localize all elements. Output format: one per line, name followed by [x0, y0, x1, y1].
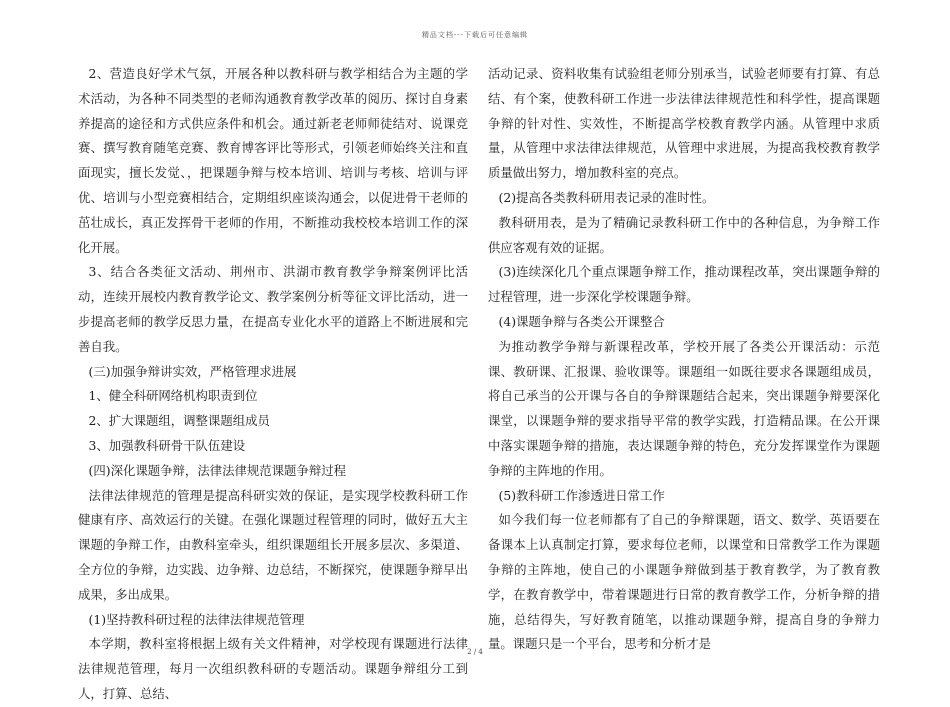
section-heading: (三)加强争辩讲实效，严格管理求进展 [88, 363, 297, 379]
subsection-heading: (1)坚持教科研过程的法律法律规范管理 [88, 611, 305, 627]
list-item: 3、加强教科研骨干队伍建设 [88, 437, 246, 453]
paragraph: 法律法律规范的管理是提高科研实效的保证，是实现学校教科研工作健康有序、高效运行的关键。在强化课题过程管理的同时，做好五大主课题的争辩工作，由教科室牵头，组织课题组长开展多层次、多渠道、全方位的争辩，边实践、边争辩、边总结，不断探究，使课题争辩早出成果，多出成果。 [78, 487, 468, 602]
paragraph: 2、营造良好学术气氛，开展各种以教科研与教学相结合为主题的学术活动，为各种不同类型的老师沟通教育教学改革的阅历、探讨自身素养提高的途径和方式供应条件和机会。通过新老老师师徒结对、说课竞赛、撰写教育随笔竞赛、教育博客评比等形式，引领老师始终关注和直面现实，擅长发觉、，把课题争辩与校本培训、培训与考核、培训与评优、培训与小型竞赛相结合，定期组织座谈沟通会，以促进骨干老师的茁壮成长，真正发挥骨干老师的作用，不断推动我校校本培训工作的深化开展。 [78, 66, 468, 255]
paragraph: 3、结合各类征文活动、荆州市、洪湖市教育教学争辩案例评比活动，连续开展校内教育教学论文、教学案例分析等征文评比活动，进一步提高老师的教学反思力量，在提高专业化水平的道路上不断进展和完善自我。 [78, 264, 468, 354]
subsection-heading: (3)连续深化几个重点课题争辩工作，推动课程改革，突出课题争辩的过程管理，进一步深化学校课题争辩。 [488, 264, 880, 305]
paragraph: 本学期，教科室将根据上级有关文件精神，对学校现有课题进行法律法律规范管理，每月一次组织教科研的专题活动。课题争辩组分工到人，打算、总结、 [78, 636, 468, 701]
list-item: 2、扩大课题组，调整课题组成员 [88, 413, 270, 429]
left-column [78, 62, 468, 707]
paragraph: 教科研用表，是为了精确记录教科研工作中的各种信息，为争辩工作供应客观有效的证据。 [488, 214, 880, 255]
page-number: 2 / 4 [467, 648, 483, 656]
page-header: 精品文档---下载后可任意编辑 [421, 31, 529, 39]
section-heading: (四)深化课题争辩，法律法律规范课题争辩过程 [88, 462, 347, 478]
list-item: 1、健全科研网络机构职责到位 [88, 388, 258, 404]
paragraph: 如今我们每一位老师都有了自己的争辩课题，语文、数学、英语要在备课本上认真制定打算，要求每位老师，以课堂和日常教学工作为课题争辩的主阵地，使自己的小课题争辩做到基于教育教学，为了教育教学，在教育教学中，带着课题进行日常的教育教学工作，分析争辩的措施，总结得失，写好教育随笔，以推动课题争辩，提高自身的争辩力量。课题只是一个平台，思考和分析才是 [488, 512, 880, 652]
subsection-heading: (5)教科研工作渗透进日常工作 [498, 487, 665, 503]
subsection-heading: (2)提高各类教科研用表记录的准时性。 [498, 189, 715, 205]
subsection-heading: (4)课题争辩与各类公开课整合 [498, 313, 665, 329]
paragraph: 为推动教学争辩与新课程改革，学校开展了各类公开课活动：示范课、教研课、汇报课、验收课等。课题组一如既往要求各课题组成员，将自己承当的公开课与各自的争辩课题结合起来，突出课题争辩要深化课堂，以课题争辩的要求指导平常的教学实践，打造精品课。在公开课中落实课题争辩的措施，表达课题争辩的特色，充分发挥课堂作为课题争辩的主阵地的作用。 [488, 338, 880, 478]
right-column [488, 62, 880, 657]
paragraph: 活动记录、资料收集有试验组老师分别承当，试验老师要有打算、有总结、有个案，使教科研工作进一步法律法律规范性和科学性，提高课题争辩的针对性、实效性，不断提高学校教育教学内涵。从管理中求质量，从管理中求法律法律规范，从管理中求进展，为提高我校教育教学质量做出努力，增加教科室的亮点。 [488, 66, 880, 181]
